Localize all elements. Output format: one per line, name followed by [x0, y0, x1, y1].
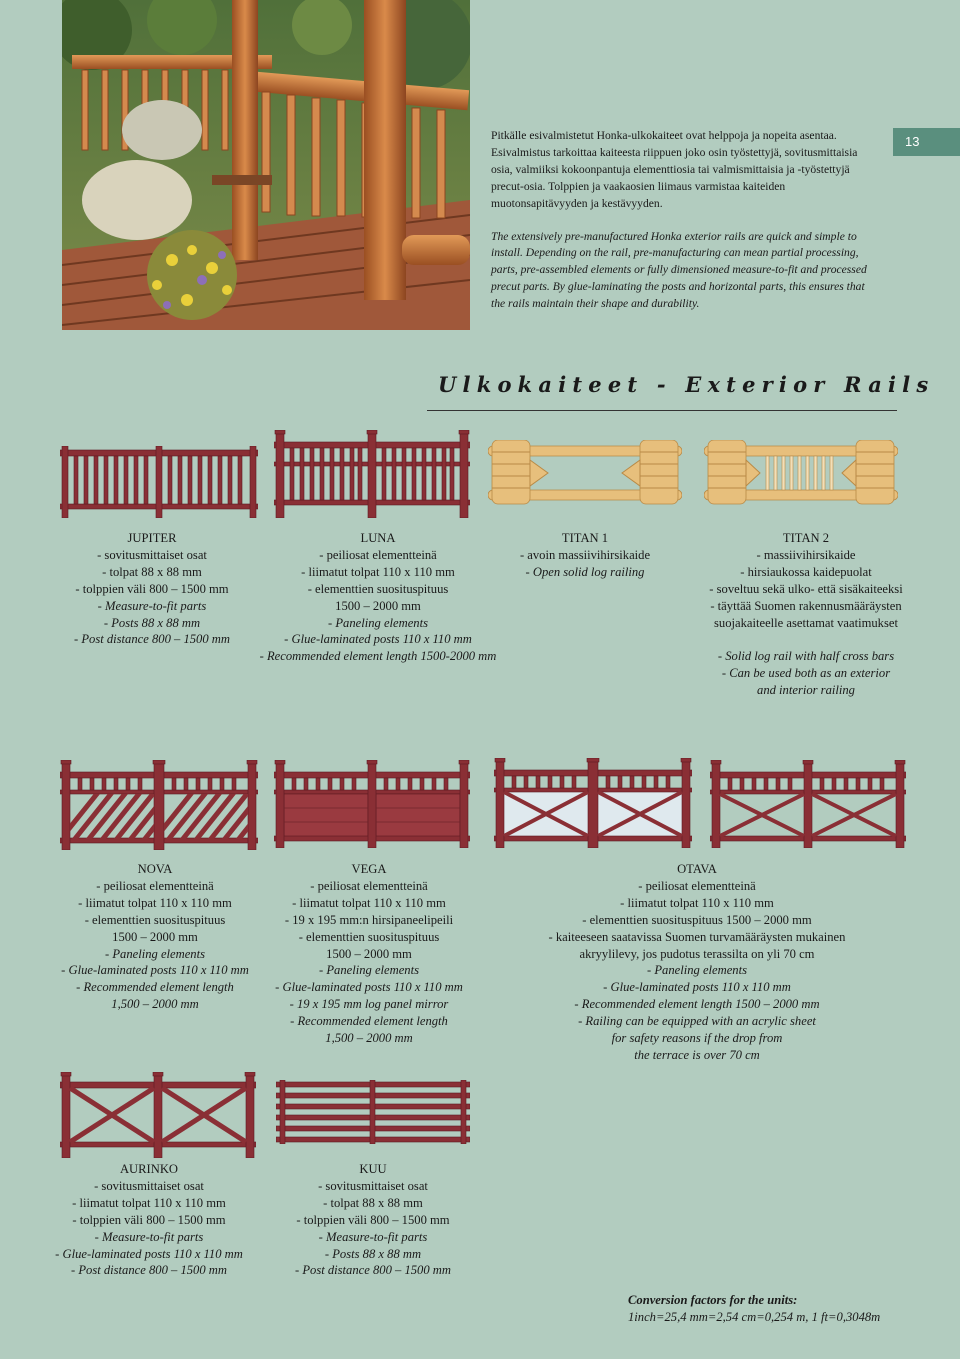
- jupiter-rail-illustration: [60, 446, 258, 518]
- aurinko-line: - tolppien väli 800 – 1500 mm: [72, 1212, 226, 1227]
- nova-en-line: - Recommended element length: [76, 980, 234, 995]
- titan2-line: - täyttää Suomen rakennusmääräysten: [710, 598, 902, 613]
- jupiter-name: JUPITER: [127, 531, 177, 545]
- jupiter-en-line: - Posts 88 x 88 mm: [103, 615, 201, 630]
- luna-line: - liimatut tolpat 110 x 110 mm: [301, 564, 455, 579]
- nova-line: - peiliosat elementteinä: [96, 878, 214, 893]
- luna-line: - elementtien suosituspituus: [307, 581, 449, 596]
- aurinko-en-line: - Glue-laminated posts 110 x 110 mm: [55, 1246, 243, 1261]
- conversion-factors: [628, 1292, 880, 1326]
- aurinko-rail-illustration: [60, 1072, 256, 1158]
- luna-name: LUNA: [360, 531, 396, 545]
- veranda-photo: [62, 0, 470, 330]
- jupiter-en-line: - Measure-to-fit parts: [97, 598, 207, 613]
- aurinko-line: - liimatut tolpat 110 x 110 mm: [72, 1195, 226, 1210]
- otava-en-line: - Paneling elements: [646, 963, 748, 978]
- vega-en-line: - Recommended element length: [290, 1014, 448, 1029]
- aurinko-en-line: - Post distance 800 – 1500 mm: [70, 1263, 227, 1278]
- nova-name: NOVA: [137, 862, 173, 876]
- kuu-line: - sovitusmittaiset osat: [318, 1178, 428, 1193]
- vega-line: - elementtien suosituspituus: [298, 929, 440, 944]
- conversion-text: 1inch=25,4 mm=2,54 cm=0,254 m, 1 ft=0,3048m: [628, 1310, 881, 1324]
- otava-en-line: - Railing can be equipped with an acrylic sheet: [578, 1014, 816, 1029]
- kuu-en-line: - Measure-to-fit parts: [318, 1229, 428, 1244]
- otava-en-line: for safety reasons if the drop from: [611, 1031, 783, 1046]
- otava-rail-illustration: [710, 760, 906, 848]
- vega-name: VEGA: [351, 862, 387, 876]
- titan1-line: - avoin massiivihirsikaide: [519, 547, 651, 562]
- section-title: Ulkokaiteet - Exterior Rails: [438, 372, 935, 397]
- intro-text: [491, 128, 881, 313]
- nova-rail-illustration: [60, 760, 258, 850]
- vega-description: [264, 861, 474, 1047]
- titan2-line: - massiivihirsikaide: [756, 547, 856, 562]
- vega-en-line: - Paneling elements: [318, 963, 420, 978]
- titan2-en-line: - Solid log rail with half cross bars: [717, 649, 895, 664]
- titan2-line: - soveltuu sekä ulko- että sisäkaiteeksi: [709, 581, 903, 596]
- nova-line: - liimatut tolpat 110 x 110 mm: [78, 895, 232, 910]
- nova-line: 1500 – 2000 mm: [112, 929, 198, 944]
- vega-en-line: 1,500 – 2000 mm: [325, 1031, 413, 1046]
- titan2-en-line: - Can be used both as an exterior: [721, 666, 891, 681]
- vega-rail-illustration: [274, 760, 470, 848]
- aurinko-en-line: - Measure-to-fit parts: [94, 1229, 204, 1244]
- nova-en-line: 1,500 – 2000 mm: [111, 997, 199, 1012]
- titan1-description: [505, 530, 665, 581]
- vega-en-line: - Glue-laminated posts 110 x 110 mm: [275, 980, 463, 995]
- kuu-name: KUU: [359, 1162, 387, 1176]
- luna-en-line: - Recommended element length 1500-2000 mm: [259, 649, 497, 664]
- kuu-en-line: - Posts 88 x 88 mm: [324, 1246, 422, 1261]
- titan1-rail-illustration: [488, 440, 682, 506]
- titan2-line: - hirsiaukossa kaidepuolat: [740, 564, 872, 579]
- otava-en-line: - Recommended element length 1500 – 2000 mm: [574, 997, 820, 1012]
- vega-line: - 19 x 195 mm:n hirsipaneelipeili: [284, 912, 454, 927]
- otava-line: - peiliosat elementteinä: [638, 878, 756, 893]
- titan1-name: TITAN 1: [561, 531, 609, 545]
- nova-en-line: - Paneling elements: [104, 946, 206, 961]
- jupiter-en-line: - Post distance 800 – 1500 mm: [73, 632, 230, 647]
- otava-line: - liimatut tolpat 110 x 110 mm: [620, 895, 774, 910]
- aurinko-line: - sovitusmittaiset osat: [94, 1178, 204, 1193]
- page-number: 13: [893, 128, 960, 156]
- aurinko-description: [44, 1161, 254, 1279]
- kuu-en-line: - Post distance 800 – 1500 mm: [294, 1263, 451, 1278]
- kuu-line: - tolppien väli 800 – 1500 mm: [296, 1212, 450, 1227]
- kuu-rail-illustration: [276, 1080, 470, 1144]
- otava-name: OTAVA: [677, 862, 717, 876]
- vega-en-line: - 19 x 195 mm log panel mirror: [289, 997, 449, 1012]
- luna-en-line: - Glue-laminated posts 110 x 110 mm: [284, 632, 472, 647]
- intro-english: The extensively pre-manufactured Honka exterior rails are quick and simple to install. Depending on the rail, pre-manufacturing can mean partial processing, parts, pre-assembled elements or fully dimensioned measure-to-fit and processed precut parts. By glue-laminating the posts and horizontal parts, this ensures that the rails maintain their shape and durability.: [491, 229, 867, 311]
- vega-line: - peiliosat elementteinä: [310, 878, 428, 893]
- jupiter-line: - tolppien väli 800 – 1500 mm: [75, 581, 229, 596]
- vega-line: - liimatut tolpat 110 x 110 mm: [292, 895, 446, 910]
- aurinko-name: AURINKO: [119, 1162, 179, 1176]
- luna-description: [257, 530, 499, 665]
- otava-description: [516, 861, 878, 1064]
- otava-line: - elementtien suosituspituus 1500 – 2000 mm: [582, 912, 812, 927]
- luna-en-line: - Paneling elements: [327, 615, 429, 630]
- nova-description: [50, 861, 260, 1013]
- titan1-en-line: - Open solid log railing: [525, 564, 645, 579]
- titan2-description: [692, 530, 920, 699]
- otava-line: - kaiteeseen saatavissa Suomen turvamääräysten mukainen: [548, 929, 846, 944]
- jupiter-line: - tolpat 88 x 88 mm: [102, 564, 202, 579]
- nova-line: - elementtien suosituspituus: [84, 912, 226, 927]
- luna-line: 1500 – 2000 mm: [335, 598, 421, 613]
- jupiter-line: - sovitusmittaiset osat: [97, 547, 207, 562]
- otava-line: akryylilevy, jos pudotus terassilta on yli 70 cm: [579, 946, 815, 961]
- kuu-line: - tolpat 88 x 88 mm: [323, 1195, 423, 1210]
- otava-en-line: the terrace is over 70 cm: [634, 1047, 760, 1062]
- nova-en-line: - Glue-laminated posts 110 x 110 mm: [61, 963, 249, 978]
- titan2-name: TITAN 2: [782, 531, 830, 545]
- luna-line: - peiliosat elementteinä: [319, 547, 437, 562]
- conversion-heading: Conversion factors for the units:: [628, 1293, 798, 1307]
- titan2-line: suojakaiteelle asettamat vaatimukset: [714, 615, 898, 630]
- title-divider: [427, 410, 897, 411]
- luna-rail-illustration: [274, 430, 470, 518]
- jupiter-description: [52, 530, 252, 648]
- kuu-description: [270, 1161, 476, 1279]
- intro-finnish: Pitkälle esivalmistetut Honka-ulkokaiteet ovat helppoja ja nopeita asentaa. Esivalmistus tarkoittaa kaiteesta riippuen joko osin työstettyjä, sovitusmittaisia osia, valmiiksi kokoonpantuja elementtiosia tai valmismittaisia ja -työstettyjä precut-osia. Tolppien ja vaakaosien liimaus varmistaa kaiteiden muotonsapitävyyden ja kestävyyden.: [491, 129, 858, 210]
- titan2-en-line: and interior railing: [757, 683, 855, 698]
- vega-line: 1500 – 2000 mm: [326, 946, 412, 961]
- otava-en-line: - Glue-laminated posts 110 x 110 mm: [603, 980, 791, 995]
- otava-rail-illustration-acrylic: [494, 758, 692, 848]
- titan2-rail-illustration: [704, 440, 898, 506]
